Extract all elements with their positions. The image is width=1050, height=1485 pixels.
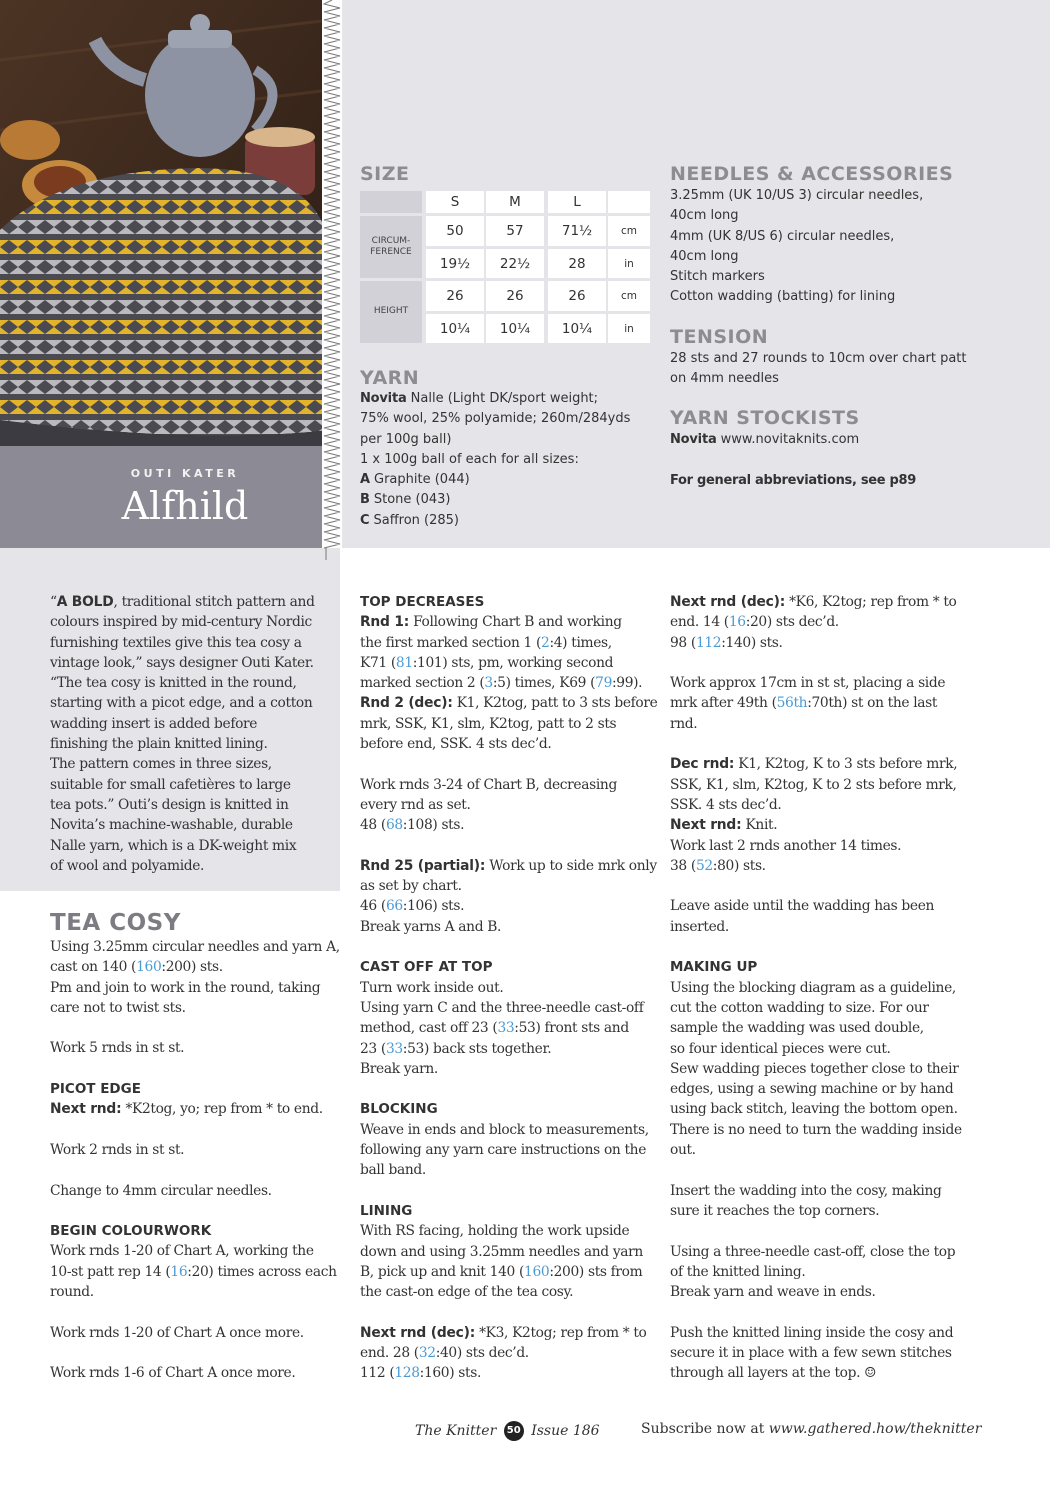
section-heading: LINING: [360, 1202, 413, 1219]
intro-line: wadding insert is added before: [50, 715, 258, 732]
instruction-paragraph: Turn work inside out. Using yarn C and the three‑needle cast‑off method, cast off 23 (33:53) front sts and 23 (33:53) back sts together. Break yarn.: [360, 979, 644, 1077]
yarn-line: 75% wool, 25% polyamide; 260m/284yds: [360, 411, 631, 427]
magazine-name: The Knitter: [415, 1423, 497, 1439]
size-table-corner: [360, 191, 422, 213]
column-2: [360, 592, 660, 1404]
intro-line: colours inspired by mid-century Nordic: [50, 614, 312, 631]
size-unit: cm: [608, 216, 650, 246]
intro-line: of wool and polyamide.: [50, 857, 205, 874]
intro-line: finishing the plain knitted lining.: [50, 736, 268, 753]
instruction-paragraph: Using 3.25mm circular needles and yarn A, cast on 140 (160:200) sts. Pm and join to work in the round, taking care not to twist sts.: [50, 939, 340, 1016]
intro-line: tea pots.” Outi’s design is knitted in: [50, 796, 289, 813]
size-value: 28: [548, 249, 606, 278]
instruction-paragraph: Weave in ends and block to measurements, following any yarn care instructions on the ball band.: [360, 1121, 649, 1179]
column-1: [50, 937, 350, 1404]
instruction-paragraph: Change to 4mm circular needles.: [50, 1182, 272, 1199]
intro-line: The pattern comes in three sizes,: [50, 756, 272, 773]
size-value: 10¼: [486, 314, 544, 343]
instruction-paragraph: Push the knitted lining inside the cosy and secure it in place with a few sewn stitches through all layers at the top. ☺: [670, 1324, 954, 1382]
stockists-heading: YARN STOCKISTS: [670, 407, 860, 429]
size-value: 10¼: [548, 314, 606, 343]
subscribe-text: Subscribe now at: [641, 1421, 769, 1437]
section-heading: MAKING UP: [670, 959, 758, 976]
yarn-line: C Saffron (285): [360, 512, 459, 528]
size-value: 10¼: [426, 314, 484, 343]
intro-line: suitable for small cafetières to large: [50, 776, 291, 793]
size-value: 71½: [548, 216, 606, 246]
size-value: 19½: [426, 249, 484, 278]
instruction-paragraph: Using a three‑needle cast‑off, close the top of the knitted lining. Break yarn and weave in ends.: [670, 1243, 956, 1301]
designer-name: OUTI KATER: [130, 467, 240, 480]
size-heading: SIZE: [360, 163, 410, 185]
needles-line: 3.25mm (UK 10/US 3) circular needles,: [670, 188, 924, 203]
needles-details: [670, 186, 923, 308]
intro-text: [50, 592, 315, 876]
instruction-paragraph: Leave aside until the wadding has been inserted.: [670, 898, 935, 935]
size-value: 57: [486, 216, 544, 246]
intro-line: vintage look,” says designer Outi Kater.: [50, 654, 314, 671]
size-column-header: L: [548, 191, 606, 213]
size-row-label: CIRCUM- FERENCE: [370, 236, 412, 257]
size-value: 26: [426, 281, 484, 311]
footer-subscribe: [641, 1421, 981, 1437]
yarn-line: per 100g ball): [360, 431, 452, 447]
needles-line: 4mm (UK 8/US 6) circular needles,: [670, 228, 895, 244]
tea-cosy-photo: [0, 0, 330, 446]
instruction-paragraph: Work approx 17cm in st st, placing a side mrk after 49th (56th:70th) st on the last rnd.: [670, 675, 946, 732]
intro-line: starting with a picot edge, and a cotton: [50, 695, 313, 712]
size-value: 26: [548, 281, 606, 311]
instruction-paragraph: Using the blocking diagram as a guideline, cut the cotton wadding to size. For our sample the wadding was used double, so four identical pieces were cut. Sew wadding pieces together close to their edges, using a sewing machine or by hand using back stitch, leaving the bottom open. There is no need to turn the wadding inside out.: [670, 979, 962, 1159]
size-value: 26: [486, 281, 544, 311]
size-unit: in: [608, 314, 650, 343]
instruction-paragraph: Rnd 25 (partial): Work up to side mrk only as set by chart. 46 (66:106) sts. Break yarns A and B.: [360, 857, 657, 935]
intro-line: Novita’s machine-washable, durable: [50, 817, 293, 834]
instruction-paragraph: Next rnd: *K2tog, yo; rep from * to end.: [50, 1101, 323, 1118]
size-table-corner: [608, 191, 650, 213]
section-heading: PICOT EDGE: [50, 1081, 141, 1098]
intro-line: “The tea cosy is knitted in the round,: [50, 675, 297, 692]
abbreviations-note: For general abbreviations, see p89: [670, 473, 917, 488]
section-heading: BEGIN COLOURWORK: [50, 1223, 212, 1240]
instruction-paragraph: Next rnd (dec): *K3, K2tog; rep from * to end. 28 (32:40) sts dec’d. 112 (128:160) sts.: [360, 1324, 647, 1382]
tension-details: [670, 349, 967, 390]
tension-line: 28 sts and 27 rounds to 10cm over chart patt: [670, 351, 967, 366]
intro-line: “A BOLD, traditional stitch pattern and: [50, 594, 315, 610]
size-value: 22½: [486, 249, 544, 278]
tension-heading: TENSION: [670, 326, 769, 348]
yarn-details: [360, 389, 630, 531]
intro-line: furnishing textiles give this tea cosy a: [50, 634, 302, 651]
size-unit: cm: [608, 281, 650, 311]
tea-cosy-heading: TEA COSY: [50, 910, 181, 936]
size-unit: in: [608, 249, 650, 278]
needles-heading: NEEDLES & ACCESSORIES: [670, 163, 954, 185]
issue-number: Issue 186: [531, 1423, 600, 1439]
instruction-paragraph: Work rnds 3‑24 of Chart B, decreasing every rnd as set. 48 (68:108) sts.: [360, 776, 617, 834]
size-column-header: S: [426, 191, 484, 213]
instruction-paragraph: Dec rnd: K1, K2tog, K to 3 sts before mrk, SSK, K1, slm, K2tog, K to 2 sts before mrk, SSK. 4 sts dec’d. Next rnd: Knit. Work last 2 rnds another 14 times. 38 (52:80) sts.: [670, 756, 958, 874]
needles-line: Stitch markers: [670, 269, 765, 285]
needles-line: 40cm long: [670, 248, 739, 264]
yarn-line: 1 x 100g ball of each for all sizes:: [360, 451, 579, 467]
instruction-paragraph: Work 5 rnds in st st.: [50, 1040, 185, 1057]
instruction-paragraph: Work rnds 1‑20 of Chart A, working the 10‑st patt rep 14 (16:20) times across each round.: [50, 1243, 337, 1301]
instruction-paragraph: Work 2 rnds in st st.: [50, 1141, 185, 1158]
yarn-heading: YARN: [360, 367, 420, 389]
stockist-line: Novita www.novitaknits.com: [670, 432, 860, 447]
instruction-paragraph: With RS facing, holding the work upside down and using 3.25mm needles and yarn B, pick up and knit 140 (160:200) sts from the cast‑on edge of the tea cosy.: [360, 1223, 643, 1301]
section-heading: BLOCKING: [360, 1101, 438, 1118]
section-heading: TOP DECREASES: [360, 594, 485, 610]
instruction-paragraph: Work rnds 1-20 of Chart A once more.: [50, 1324, 304, 1341]
page-number: 50: [504, 1421, 524, 1441]
instruction-paragraph: Rnd 1: Following Chart B and working the first marked section 1 (2:4) times, K71 (81:101) sts, pm, working second marked section 2 (3:5) times, K69 (79:99). Rnd 2 (dec): K1, K2tog, patt to 3 sts before mrk, SSK, K1, slm, K2tog, patt to 2 sts before end, SSK. 4 sts dec’d.: [360, 614, 658, 753]
yarn-line: A Graphite (044): [360, 472, 470, 488]
size-column-header: M: [486, 191, 544, 213]
subscribe-link[interactable]: www.gathered.how/theknitter: [768, 1421, 982, 1437]
column-3: [670, 592, 970, 1404]
yarn-line: Novita Nalle (Light DK/sport weight;: [360, 391, 599, 406]
needles-line: 40cm long: [670, 208, 739, 224]
instruction-paragraph: Insert the wadding into the cosy, making sure it reaches the top corners.: [670, 1182, 942, 1219]
pattern-title: Alfhild: [121, 484, 249, 528]
needles-line: Cotton wadding (batting) for lining: [670, 289, 896, 305]
instruction-paragraph: Next rnd (dec): *K6, K2tog; rep from * to end. 14 (16:20) sts dec’d. 98 (112:140) sts.: [670, 594, 957, 651]
stitch-seam-decoration: [322, 0, 342, 560]
tension-line: on 4mm needles: [670, 371, 779, 387]
section-heading: CAST OFF AT TOP: [360, 959, 493, 976]
instruction-paragraph: Work rnds 1-6 of Chart A once more.: [50, 1365, 296, 1382]
footer-magazine: [415, 1421, 600, 1441]
yarn-line: B Stone (043): [360, 492, 451, 508]
size-row-label: HEIGHT: [373, 306, 409, 316]
intro-line: Nalle yarn, which is a DK-weight mix: [50, 837, 297, 854]
size-value: 50: [426, 216, 484, 246]
